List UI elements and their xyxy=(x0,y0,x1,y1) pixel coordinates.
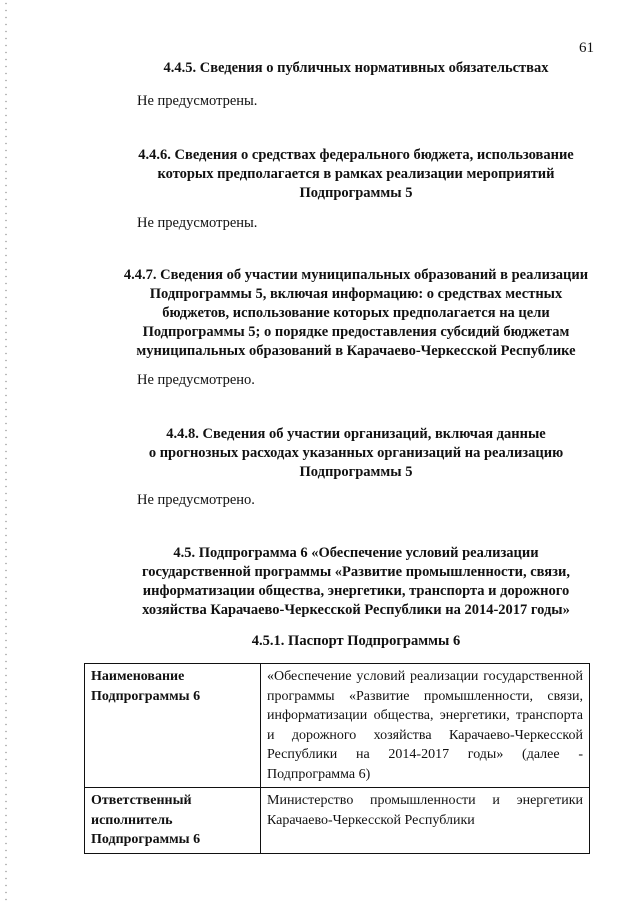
section-4-4-8-heading: 4.4.8. Сведения об участии организаций, включая данные о прогнозных расходах указанных организаций на реализацию Подпрограммы 5 xyxy=(148,426,564,480)
passport-heading: 4.5.1. Паспорт Подпрограммы 6 xyxy=(251,633,461,649)
subprogram-6-heading: 4.5. Подпрограмма 6 «Обеспечение условий реализации государственной программы «Развитие промышленности, связи, информатизации общества, энергетики, транспорта и дорожного хозяйства Карачаево-Черкесской Республики на 2014-2017 годы» xyxy=(142,545,570,618)
section-4-4-7-text: Не предусмотрено. xyxy=(137,372,255,388)
section-4-4-5-heading: 4.4.5. Сведения о публичных нормативных обязательствах xyxy=(163,60,549,76)
passport-label-executor: Ответственный исполнитель Подпрограммы 6 xyxy=(85,788,261,854)
passport-table xyxy=(84,663,590,854)
passport-label-name: Наименование Подпрограммы 6 xyxy=(85,664,261,788)
section-4-4-6-heading: 4.4.6. Сведения о средствах федерального бюджета, использование которых предполагается в рамках реализации мероприятий Подпрограммы 5 xyxy=(138,147,574,201)
section-4-4-8-text: Не предусмотрено. xyxy=(137,492,255,508)
page-number: 61 xyxy=(579,40,594,56)
passport-value-executor: Министерство промышленности и энергетики Карачаево-Черкесской Республики xyxy=(261,788,590,854)
passport-value-name: «Обеспечение условий реализации государственной программы «Развитие промышленности, связи, информатизации общества, энергетики, транспорта и дорожного хозяйства Карачаево-Черкесской Республики на 2014-2017 годы» (далее - Подпрограмма 6) xyxy=(261,664,590,788)
section-4-4-7-heading: 4.4.7. Сведения об участии муниципальных образований в реализации Подпрограммы 5, включая информацию: о средствах местных бюджетов, использование которых предполагается на цели Подпрограммы 5; о порядке предоставления субсидий бюджетам муниципальных образований в Карачаево-Черкесской Республике xyxy=(123,267,589,359)
table-row xyxy=(85,788,590,854)
section-4-4-6-text: Не предусмотрены. xyxy=(137,215,258,231)
section-4-4-5-text: Не предусмотрены. xyxy=(137,93,258,109)
table-row xyxy=(85,664,590,788)
binding-edge-dots xyxy=(5,0,7,905)
